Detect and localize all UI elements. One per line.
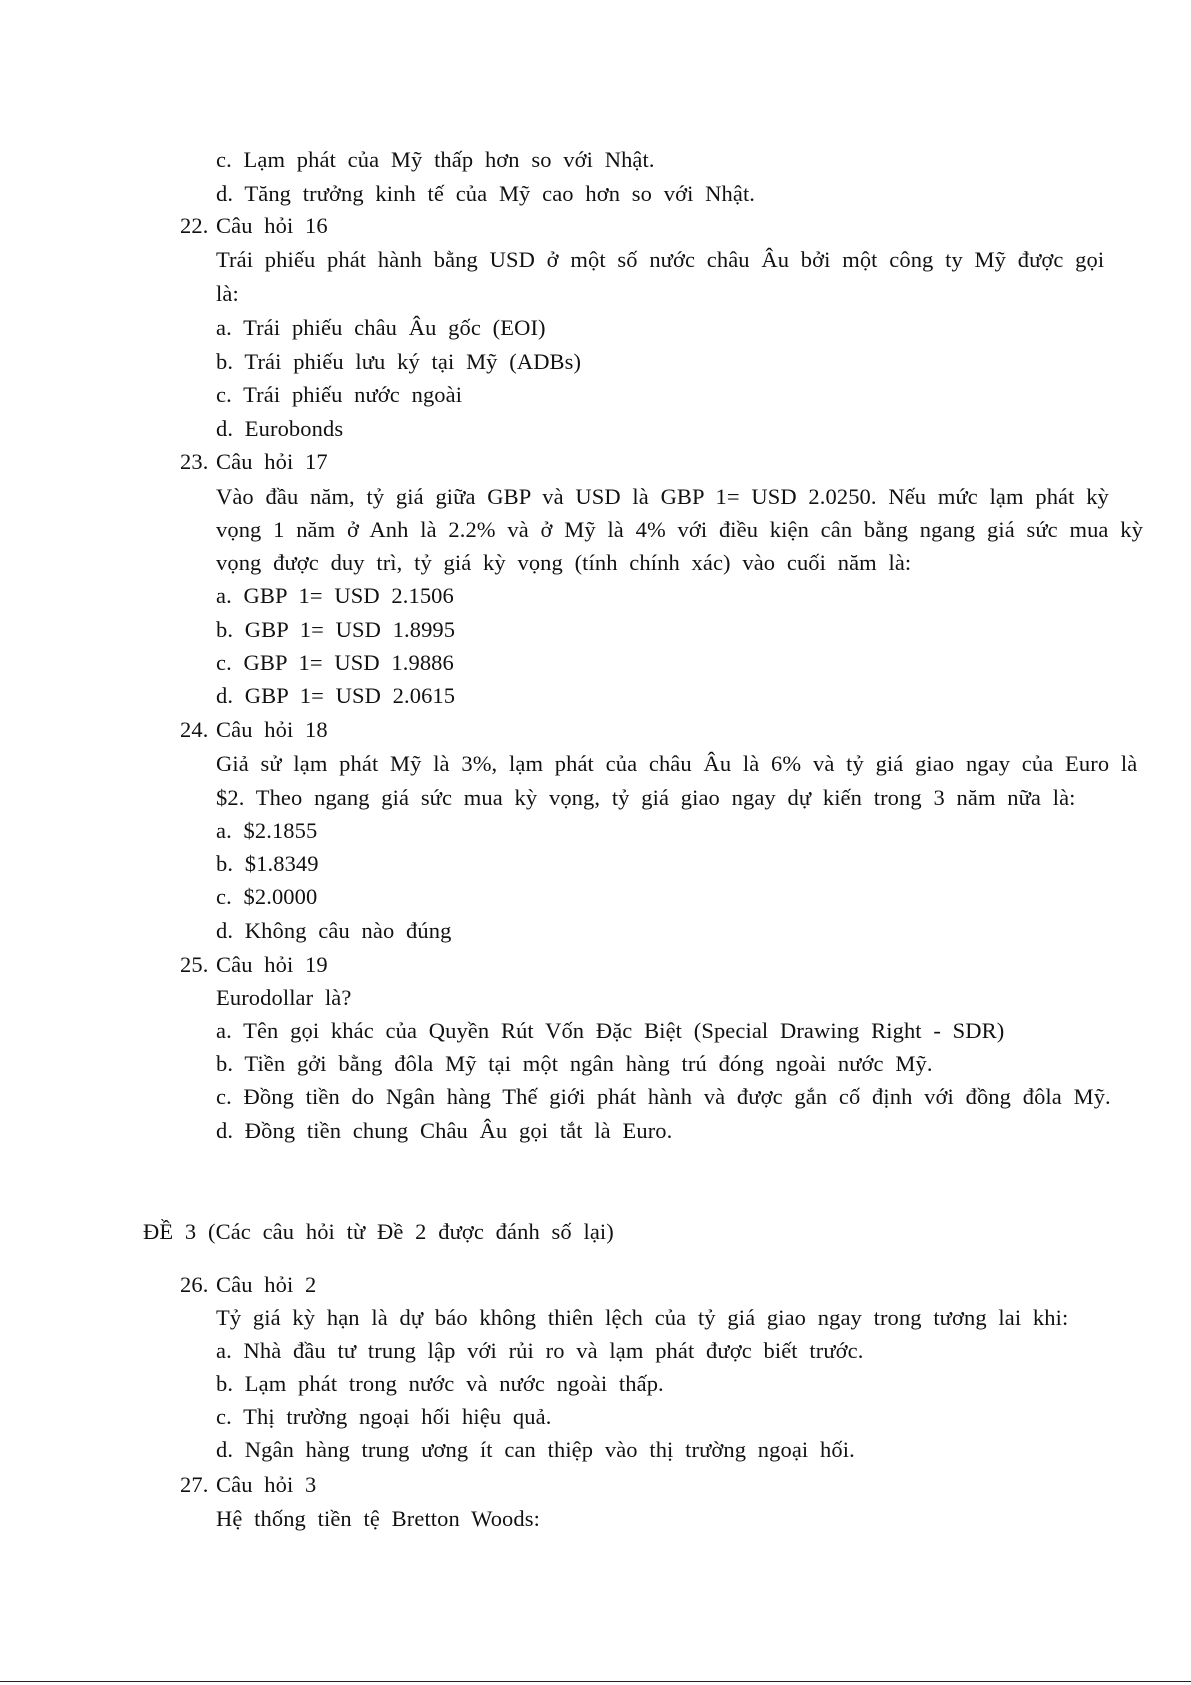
option-line: b. GBP 1= USD 1.8995 <box>216 617 456 642</box>
option-line: a. Nhà đầu tư trung lập với rủi ro và lạm phát được biết trước. <box>216 1338 864 1363</box>
option-line: b. Trái phiếu lưu ký tại Mỹ (ADBs) <box>216 349 582 374</box>
question-body: vọng 1 năm ở Anh là 2.2% và ở Mỹ là 4% với điều kiện cân bằng ngang giá sức mua kỳ <box>216 517 1143 542</box>
question-body: Eurodollar là? <box>216 985 352 1010</box>
option-line: c. Trái phiếu nước ngoài <box>216 382 463 407</box>
option-line: d. Tăng trưởng kinh tế của Mỹ cao hơn so với Nhật. <box>216 181 756 206</box>
question-body: Vào đầu năm, tỷ giá giữa GBP và USD là GBP 1= USD 2.0250. Nếu mức lạm phát kỳ <box>216 484 1109 509</box>
question-heading: Câu hỏi 3 <box>216 1472 317 1497</box>
option-line: d. Đồng tiền chung Châu Âu gọi tắt là Euro. <box>216 1118 673 1143</box>
option-line: d. Không câu nào đúng <box>216 918 452 943</box>
question-body: vọng được duy trì, tỷ giá kỳ vọng (tính chính xác) vào cuối năm là: <box>216 550 912 575</box>
page-bottom-rule <box>0 1681 1191 1682</box>
option-line: d. GBP 1= USD 2.0615 <box>216 683 456 708</box>
question-number: 24. <box>180 717 209 742</box>
section-title: ĐỀ 3 (Các câu hỏi từ Đề 2 được đánh số lại) <box>143 1219 614 1244</box>
option-line: c. GBP 1= USD 1.9886 <box>216 650 454 675</box>
option-line: a. Tên gọi khác của Quyền Rút Vốn Đặc Biệt (Special Drawing Right - SDR) <box>216 1018 1005 1043</box>
option-line: d. Eurobonds <box>216 416 344 441</box>
question-body: Trái phiếu phát hành bằng USD ở một số nước châu Âu bởi một công ty Mỹ được gọi <box>216 247 1105 272</box>
option-line: a. GBP 1= USD 2.1506 <box>216 583 454 608</box>
question-body: Tỷ giá kỳ hạn là dự báo không thiên lệch của tỷ giá giao ngay trong tương lai khi: <box>216 1305 1069 1330</box>
option-line: b. Tiền gởi bằng đôla Mỹ tại một ngân hàng trú đóng ngoài nước Mỹ. <box>216 1051 933 1076</box>
option-line: b. Lạm phát trong nước và nước ngoài thấp. <box>216 1371 664 1396</box>
option-line: a. $2.1855 <box>216 818 318 843</box>
question-number: 25. <box>180 952 209 977</box>
option-line: c. Lạm phát của Mỹ thấp hơn so với Nhật. <box>216 147 655 172</box>
option-line: d. Ngân hàng trung ương ít can thiệp vào thị trường ngoại hối. <box>216 1437 855 1462</box>
question-body: $2. Theo ngang giá sức mua kỳ vọng, tỷ giá giao ngay dự kiến trong 3 năm nữa là: <box>216 785 1076 810</box>
option-line: c. Đồng tiền do Ngân hàng Thế giới phát hành và được gắn cố định với đồng đôla Mỹ. <box>216 1084 1111 1109</box>
question-body: là: <box>216 281 239 306</box>
question-heading: Câu hỏi 2 <box>216 1272 317 1297</box>
question-heading: Câu hỏi 19 <box>216 952 328 977</box>
option-line: b. $1.8349 <box>216 851 319 876</box>
question-number: 26. <box>180 1272 209 1297</box>
question-number: 22. <box>180 213 209 238</box>
option-line: c. Thị trường ngoại hối hiệu quả. <box>216 1404 552 1429</box>
question-heading: Câu hỏi 18 <box>216 717 328 742</box>
question-heading: Câu hỏi 17 <box>216 449 328 474</box>
question-number: 27. <box>180 1472 209 1497</box>
question-heading: Câu hỏi 16 <box>216 213 328 238</box>
question-body: Hệ thống tiền tệ Bretton Woods: <box>216 1506 540 1531</box>
question-number: 23. <box>180 449 209 474</box>
option-line: c. $2.0000 <box>216 884 318 909</box>
option-line: a. Trái phiếu châu Âu gốc (EOI) <box>216 315 546 340</box>
question-body: Giả sử lạm phát Mỹ là 3%, lạm phát của châu Âu là 6% và tỷ giá giao ngay của Euro là <box>216 751 1138 776</box>
